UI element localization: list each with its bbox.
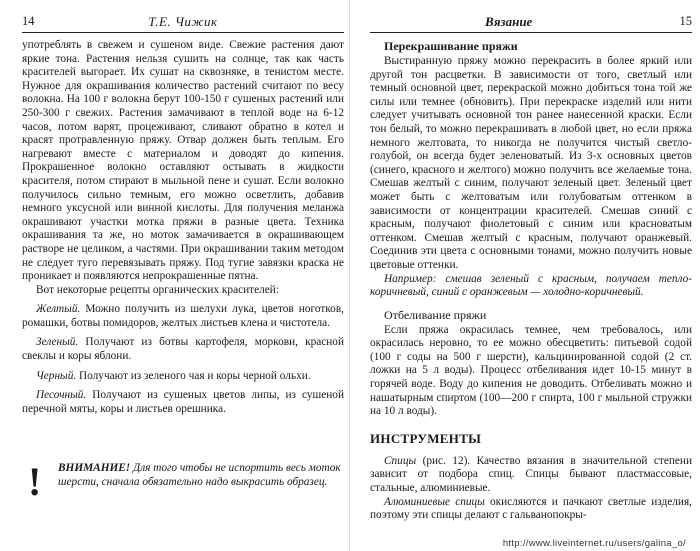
watermark-url: http://www.liveinternet.ru/users/galina_o/ bbox=[502, 538, 686, 549]
spine-divider bbox=[349, 0, 350, 551]
left-page-number: 14 bbox=[22, 14, 35, 28]
exclamation-icon: ! bbox=[28, 459, 42, 504]
recipe-green: Зеленый. Получают из ботвы картофеля, моркови, красной свеклы и коры яблони. bbox=[22, 336, 344, 363]
bleach-body bbox=[370, 324, 692, 419]
recipes-intro: Вот некоторые рецепты органических красителей: bbox=[36, 283, 279, 296]
right-page bbox=[370, 14, 692, 523]
left-running-title: Т.Е. Чижик bbox=[148, 14, 218, 29]
left-page-body bbox=[22, 39, 344, 416]
warning-text: ВНИМАНИЕ! Для того чтобы не испортить весь моток шерсти, сначала обязательно надо выкрасить образец. bbox=[58, 462, 341, 488]
bleach-paragraph: Если пряжа окрасилась темнее, чем требовалось, или окрасилась неровно, то ее можно обесцветить: питьевой содой (100 г соды на 500 г шерсти), кальцинированной содой (2 ст. ложки на 5 л воды). Процесс отбеливания идет 10-15 минут в горячей воде. Воду до кипения не доводить. Отбеливать можно и нашатырным спиртом (100—200 г спирта, 100 г мыльной стружки на 10 л воды). bbox=[370, 323, 692, 418]
section-title: ИНСТРУМЕНТЫ bbox=[370, 430, 482, 446]
recipe-black: Черный. Получают из зеленого чая и коры черной ольхи. bbox=[36, 369, 311, 382]
body-paragraph: Выстиранную пряжу можно перекрасить в более яркий или другой тон расцветки. В зависимости от того, светлый или темный основной цвет, перекраской можно добиться тона той же силы или темнее (обновить). При перекраске изделий или нити следует учитывать основной тон ранее нанесенной краски. Если тон белый, то можно перекрашивать в любой цвет, но если пряжа немного желтовата, то никогда не получится чистый светло-голубой, он всегда будет зеленоватый. Из 3-х основных цветов (синего, красного и желтого) можно получить все желаемые тона. Смешав желтый с синим, получают зеленый цвет. Зеленый цвет может быть с желтоватым или голубоватым оттенком в зависимости от концентрации красителей. Смешав синий с красным, получают фиолетовый с синим или красноватым оттенком. Смешав желтый с красным, получают оранжевый. Соединив эти цвета с основными тонами, можно получить новые цветовые оттенки. bbox=[370, 55, 692, 271]
tools-body bbox=[370, 455, 692, 523]
body-paragraph: употреблять в свежем и сушеном виде. Свежие растения дают яркие тона. Растения нельзя сушить на солнце, так как часть красителей выгорает. Их сушат на сквозняке, в тенистом месте. Нужное для окрашивания количество растений считают по весу волокна. На 100 г волокна берут 100-150 г сушеных растений или 250-300 г свежих. Растения замачивают в теплой воде на 6-12 часов, потом варят, процеживают, сливают обратно в котел и красят протравленную пряжу. Отвар должен быть теплым. Его нагревают вместе с материалом и доводят до кипения. Прокрашенное волокно оставляют остывать в жидкости красителя, потом стирают в мыльной пене и сушат. Если волокно получилось сильно темным, его можно осветлить, добавив немного уксусной или винной кислоты. Для получения меланжа окрашивают участки мотка пряжи в разные цвета. Техника окрашивания та же, но моток замачивается в окрашивающем растворе не целиком, а частями. При окрашивании таким методом не следует туго перевязывать пряжу. Под тугие завязки краска не проникает и появляются непрокрашенные пятна. bbox=[22, 39, 344, 283]
section-heading: Перекрашивание пряжи bbox=[384, 39, 518, 53]
tool-needles: Спицы (рис. 12). Качество вязания в значительной степени зависит от подбора спиц. Спицы бывают пластмассовые, стальные, алюминиевые. bbox=[370, 454, 692, 495]
warning-label: ВНИМАНИЕ! bbox=[58, 462, 131, 474]
left-page bbox=[22, 14, 344, 416]
right-running-title: Вязание bbox=[485, 14, 533, 29]
left-page-header bbox=[22, 14, 344, 33]
right-page-number: 15 bbox=[679, 14, 692, 28]
right-page-header bbox=[370, 14, 692, 33]
tool-aluminium: Алюминиевые спицы окисляются и пачкают светлые изделия, поэтому эти спицы делают с гальванопокры- bbox=[370, 495, 692, 522]
right-page-body bbox=[370, 55, 692, 300]
recipe-sand: Песочный. Получают из сушеных цветов липы, из сушеной перечной мяты, коры и листьев орешника. bbox=[22, 389, 344, 415]
recipe-yellow: Желтый. Можно получить из шелухи лука, цветов ноготков, ромашки, ботвы помидоров, желтых листьев клена и чистотела. bbox=[22, 303, 344, 329]
example-paragraph: Например: смешав зеленый с красным, получаем тепло-коричневый, синий с оранжевым — холодно-коричневый. bbox=[370, 272, 692, 299]
subheading: Отбеливание пряжи bbox=[384, 307, 487, 322]
warning-box bbox=[22, 460, 344, 506]
